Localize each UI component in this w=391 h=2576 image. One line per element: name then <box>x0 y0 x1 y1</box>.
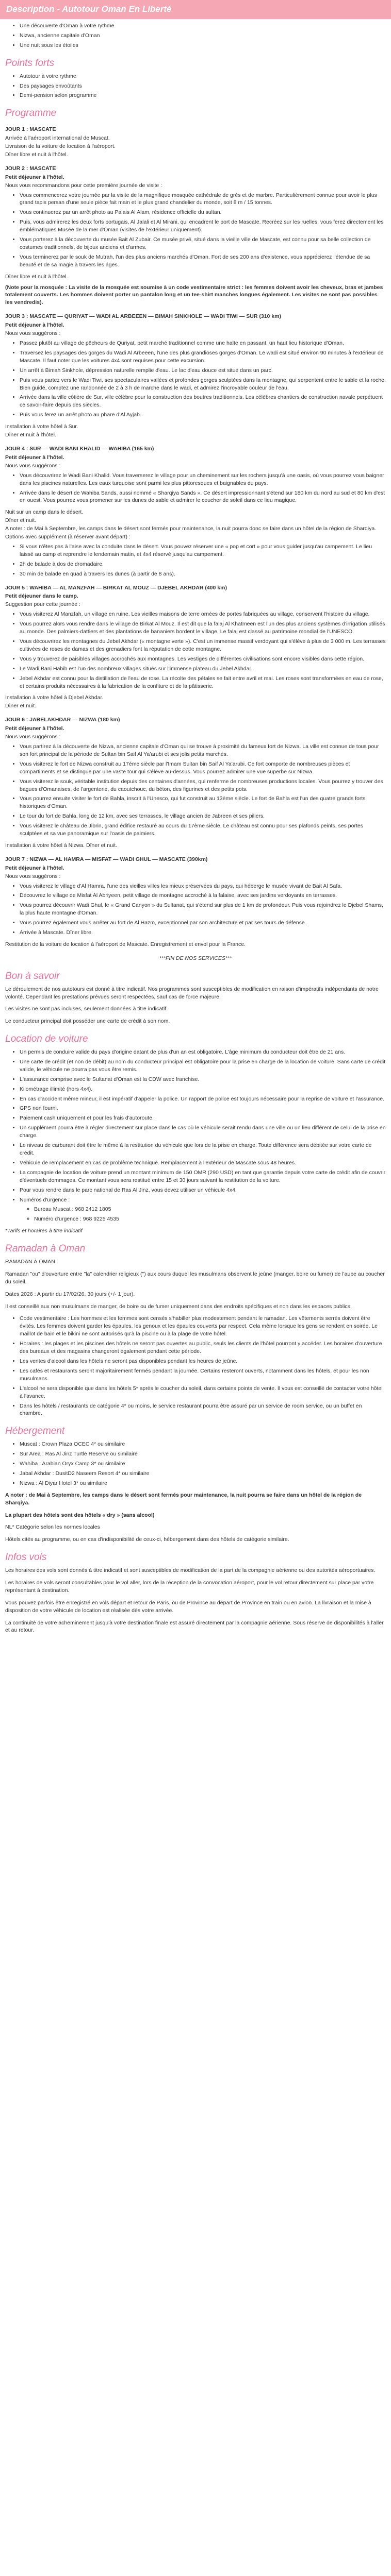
day-activity: • Vous visiterez le souk, véritable institution depuis des centaines d'années, qui renferme de nombreuses productions locales. Vous pourrez y trouver des bagues d'Omanaises, de l'argenterie, du caoutchouc, du béton, des figurines et des petits pots. <box>20 778 386 793</box>
content <box>0 22 391 1634</box>
day-activity: • Vous commencerez votre journée par la visite de la magnifique mosquée cathédrale de grès et de marbre. Particulièrement connue pour avoir le plus grand tapis persan d'une seule pièce fait main et le plus grand chandelier du monde, soit 8 m / 15 tonnes. <box>20 192 386 207</box>
end-of-services: ***FIN DE NOS SERVICES*** <box>159 955 232 961</box>
programme-days <box>5 126 386 948</box>
day-line: Petit déjeuner à l'hôtel. <box>5 322 64 329</box>
programme-day <box>5 584 386 710</box>
day-line: Petit déjeuner à l'hôtel. <box>5 454 64 461</box>
ramadan-item: • Les ventes d'alcool dans les hôtels ne seront pas disponibles pendant les heures de jeûne. <box>20 1358 386 1365</box>
ramadan-item: • Les cafés et restaurants seront majoritairement fermés pendant la journée. Certains resteront ouverts, notamment dans les hôtels, et pour les non musulmans. <box>20 1367 386 1383</box>
day-activity: • Vous continuerez par un arrêt photo au Palais Al Alam, résidence officielle du sultan. <box>20 209 386 216</box>
location-item: • Le niveau de carburant doit être le même à la restitution du véhicule que lors de la prise en charge. Toute différence sera débitée sur votre carte de crédit. <box>20 1142 386 1157</box>
infos-vols-body <box>5 1567 386 1634</box>
day-closing: Dîner et nuit à l'hôtel. <box>5 432 56 438</box>
hebergement-paragraph: NL* Catégorie selon les normes locales <box>5 1524 100 1531</box>
emergency-numbers <box>20 1206 386 1223</box>
day-activity: • 2h de balade à dos de dromadaire. <box>20 561 386 568</box>
location-list <box>5 1048 386 1223</box>
day-activity: • Vous pourrez alors vous rendre dans le village de Birkat Al Mouz. Il est dit que la falaj Al Khatmeen est l'un des plus anciens systèmes d'irrigation utilisés au monde. Des palmiers-dattiers et des plantations de bananiers bordent le village. Le falaj est classé au patrimoine mondial de l'UNESCO. <box>20 620 386 636</box>
day-activity: • Arrivée dans le désert de Wahiba Sands, aussi nommé « Sharqiya Sands ». Ce désert impressionnant s'étend sur 180 km du nord au sud et 80 km d'est en ouest. Vous pourrez vous promener sur les dunes de sable et admirer le coucher de soleil dans ce lieu magique. <box>20 489 386 505</box>
programme-title: Programme <box>5 108 57 119</box>
location-item: • Pour vous rendre dans le parc national de Ras Al Jinz, vous devez utiliser un véhicule 4x4. <box>20 1187 386 1194</box>
day-heading: JOUR 2 : MASCATE <box>5 165 56 172</box>
programme-day <box>5 313 386 439</box>
day-activity: • Vous porterez à la découverte du musée Bait Al Zubair. Ce musée privé, situé dans la vieille ville de Mascate, est connu pour sa belle collection de costumes traditionnels, de bijoux anciens et d'armes. <box>20 236 386 251</box>
points-forts-item: • Autotour à votre rythme <box>20 73 386 80</box>
day-heading: JOUR 7 : NIZWA — AL HAMRA — MISFAT — WADI GHUL — MASCATE (390km) <box>5 856 208 862</box>
day-line: Nous vous recommandons pour cette première journée de visite : <box>5 182 162 189</box>
infos-vols-title: Infos vols <box>5 1552 47 1563</box>
day-activity: • Vous découvrirez le Wadi Bani Khalid. Vous traverserez le village pour un cheminement sur les rochers jusqu'à une oasis, où vous pourrez vous baigner dans les piscines naturelles. Les eaux turquoise sont parmi les plus pittoresques et baignables du pays. <box>20 472 386 487</box>
day-activity: • Découvrez le village de Misfat Al Abriyeen, petit village de montagne accroché à la falaise, avec ses jardins verdoyants en terrasses. <box>20 892 386 900</box>
day-activity: • Puis vous ferez un arrêt photo au phare d'Al Ayjah. <box>20 411 386 419</box>
programme-day <box>5 533 386 578</box>
hotel-item: • Sur Area : Ras Al Jinz Turtle Reserve ou similaire <box>20 1450 386 1458</box>
intro-item: • Une nuit sous les étoiles <box>20 42 386 49</box>
day-activity: • Vous pourrez également vous arrêter au fort de Al Hazm, exceptionnel par son architecture et par ses tours de défense. <box>20 919 386 927</box>
ramadan-item: • Dans les hôtels / restaurants de catégorie 4* ou moins, le service restaurant pourra être assuré par un service de room service, ou un buffet en chambre. <box>20 1402 386 1418</box>
location-item: • GPS non fourni. <box>20 1105 386 1112</box>
ramadan-paragraphs <box>5 1270 386 1311</box>
infos-vols-paragraph: La continuité de votre acheminement jusqu'à votre destination finale est assuré directement par la compagnie aérienne. Sous réserve de disponibilités à l'aller et au retour. <box>5 1619 384 1634</box>
programme-day <box>5 856 386 948</box>
day-activity: • Vous visiterez le village d'Al Hamra, l'une des vieilles villes les mieux préservées du pays, qui héberge le musée vivant de Bait Al Safa. <box>20 883 386 890</box>
day-activity: • Vous terminerez par le souk de Mutrah, l'un des plus anciens marchés d'Oman. Fort de ses 200 ans d'existence, vous apprécierez l'étendue de sa beauté et de sa magie à travers les âges. <box>20 253 386 269</box>
day-activity: • Arrivée à Mascate. Dîner libre. <box>20 929 386 937</box>
day-activity: • Vous pourrez ensuite visiter le fort de Bahla, inscrit à l'Unesco, qui fut construit au 13ème siècle. Le fort de Bahla est l'un des quatre grands forts historiques d'Oman. <box>20 795 386 810</box>
day-activity: • Passez plutôt au village de pêcheurs de Quriyat, petit marché traditionnel comme une halte en passant, un haut lieu historique d'Oman. <box>20 340 386 347</box>
day-line: Petit déjeuner à l'hôtel. <box>5 174 64 180</box>
ramadan-paragraph: Il est conseillé aux non musulmans de manger, de boire ou de fumer uniquement dans des endroits spécifiques et non dans les espaces publics. <box>5 1303 352 1310</box>
day-activity: • Vous partirez à la découverte de Nizwa, ancienne capitale d'Oman qui se trouve à proximité du fameux fort de Nizwa. La ville est connue de tous pour son fort principal de la période de Sultan bin Saif Al Ya'arubi et ses jolis petits marchés. <box>20 743 386 758</box>
day-activity: • Un arrêt à Bimah Sinkhole, dépression naturelle remplie d'eau. Le lac d'eau douce est situé dans un parc. <box>20 367 386 375</box>
programme-day <box>5 165 386 281</box>
location-item: • L'assurance comprise avec le Sultanat d'Oman est la CDW avec franchise. <box>20 1076 386 1083</box>
day-line: Options avec supplément (à réserver avant départ) : <box>5 534 131 540</box>
ramadan-paragraph: Dates 2026 : A partir du 17/02/26, 30 jours (+/- 1 jour). <box>5 1291 135 1297</box>
day-line: Dîner libre et nuit à l'hôtel. <box>5 151 68 158</box>
ramadan-paragraph: Ramadan "ou" d'ouverture entre "la" calendrier religieux (") aux cours duquel les musulmans observent le jeûne (manger, boire ou fumer) de l'aube au coucher du soleil. <box>5 1270 385 1285</box>
page-title-banner: Description - Autotour Oman En Liberté <box>0 0 391 19</box>
location-item: • Un supplément pourra être à régler directement sur place dans le cas où le véhicule serait rendu dans une ville ou un lieu différent de celui de la prise en charge. <box>20 1124 386 1140</box>
hotel-item: • Nizwa : Al Diyar Hotel 3* ou similaire <box>20 1480 386 1487</box>
day-activity: • Puis, vous admirerez les deux forts portugais, Al Jalali et Al Mirani, qui encadrent le port de Mascate. Recréez sur les ruelles, vous ferez directement les emblématiques Musée de la mer d'Oman (visites de l'extérieur uniquement). <box>20 218 386 234</box>
ramadan-item: • L'alcool ne sera disponible que dans les hôtels 5* après le coucher du soleil, dans certains points de vente. Il vous est conseillé de contacter votre hôtel à l'avance. <box>20 1385 386 1400</box>
day-heading: JOUR 3 : MASCATE — QURIYAT — WADI AL ARBEEEN — BIMAH SINKHOLE — WADI TIWI — SUR (310 km) <box>5 313 281 320</box>
programme-day <box>5 716 386 850</box>
location-item: • Véhicule de remplacement en cas de problème technique. Remplacement à l'extérieur de Mascate sous 48 heures. <box>20 1159 386 1167</box>
day-activity: • Si vous n'êtes pas à l'aise avec la conduite dans le désert. Vous pouvez réserver une « pop et cort » pour vous guider jusqu'au campement. Le lieu laissé au camp et reprendre le lendemain matin, et 4x4 réservé jusqu'au campement. <box>20 543 386 558</box>
programme-day <box>5 445 386 524</box>
hotel-item: • Muscat : Crown Plaza OCEC 4* ou similaire <box>20 1440 386 1448</box>
points-forts-title: Points forts <box>5 57 55 69</box>
day-activity: • Jebel Akhdar est connu pour la distillation de l'eau de rose. La récolte des pétales se fait entre avril et mai. Les roses sont transformées en eau de rose, et certains produits nécessaires à la fabrication de la confiture et de la pâtisserie. <box>20 675 386 690</box>
location-item: • La compagnie de location de voiture prend un montant minimum de 150 OMR (290 USD) en tant que garantie depuis votre carte de crédit afin de couvrir d'éventuels dommages. Ce montant vous sera restitué entre 15 et 30 jours suivant la restitution de la voiture. <box>20 1169 386 1184</box>
day-closing: Installation à votre hôtel à Djebel Akhdar. <box>5 694 104 701</box>
intro-item: • Nizwa, ancienne capitale d'Oman <box>20 32 386 40</box>
location-item: • Numéros d'urgence : <box>20 1196 386 1204</box>
hotel-item: • Jabal Akhdar : DusitD2 Naseem Resort 4* ou similaire <box>20 1470 386 1478</box>
location-item: • En cas d'accident même mineur, il est impératif d'appeler la police. Un rapport de police est toujours nécessaire pour la reprise de voiture et l'assurance. <box>20 1095 386 1103</box>
day-line: Nous vous suggérons : <box>5 873 61 879</box>
infos-vols-paragraph: Les horaires de vols seront consultables pour le vol aller, lors de la réception de la convocation aéroport, pour le vol retour directement sur place par votre représentant à destination. <box>5 1579 374 1594</box>
hebergement-paragraph: La plupart des hôtels sont des hôtels « dry » (sans alcool) <box>5 1512 155 1518</box>
points-forts-list <box>5 73 386 100</box>
day-heading: JOUR 5 : WAHIBA — AL MANZFAH — BIRKAT AL MOUZ — DJEBEL AKHDAR (400 km) <box>5 584 227 591</box>
hebergement-paragraphs <box>5 1492 386 1544</box>
intro-list <box>5 22 386 49</box>
ramadan-list <box>5 1315 386 1417</box>
day-closing: Dîner libre et nuit à l'hôtel. <box>5 273 68 280</box>
day-line: Petit déjeuner à l'hôtel. <box>5 725 64 732</box>
day-activities <box>5 543 386 578</box>
day-closing: Nuit sur un camp dans le désert. <box>5 509 84 516</box>
emergency-number: ◦ Bureau Muscat : 968 2412 1805 <box>34 1206 386 1213</box>
day-activity: • Vous visiterez le fort de Nizwa construit au 17ème siècle par l'Imam Sultan bin Saif Al Ya'arubi. Ce fort comporte de nombreuses pièces et compartiments et se distingue par une vaste tour qui s'élève au-dessus. Vous pourrez admirer une vue superbe sur Nizwa. <box>20 760 386 776</box>
programme-day <box>5 284 386 307</box>
day-heading: JOUR 4 : SUR — WADI BANI KHALID — WAHIBA (165 km) <box>5 445 154 452</box>
bon-savoir-title: Bon à savoir <box>5 970 60 981</box>
hebergement-list <box>5 1440 386 1487</box>
hebergement-paragraph: A noter : de Mai à Septembre, les camps dans le désert sont fermés pour maintenance, la nuit pourra se faire dans un hôtel de la région de Sharqiya. <box>5 1492 362 1506</box>
bon-savoir-paragraph: Le déroulement de nos autotours est donné à titre indicatif. Nos programmes sont susceptibles de modification en raison d'impératifs indépendants de notre volonté. Cependant les prestations prévues seront respectées, sauf cas de force majeure. <box>5 986 379 1000</box>
points-forts-item: • Des paysages envoûtants <box>20 82 386 90</box>
day-line: (Note pour la mosquée : La visite de la mosquée est soumise à un code vestimentaire strict : les femmes doivent avoir les cheveux, bras et jambes totalement couverts. Les hommes doivent porter un pantalon long et un tee-shirt manches longues également. Les visites ne sont pas possibles les vendredis). <box>5 284 383 306</box>
day-activity: • Vous visiterez Al Manzfah, un village en ruine. Les vieilles maisons de terre ornées de portes fabriquées au village, conservent l'histoire du village. <box>20 611 386 618</box>
day-activities <box>5 192 386 269</box>
programme-day <box>5 126 386 159</box>
day-activities <box>5 883 386 937</box>
infos-vols-paragraph: Vous pouvez parfois être enregistré en vols départ et retour de Paris, ou de Province au départ de Province en train ou en avion. La livraison et la mise à disposition de votre véhicule de location est réalisée dès votre arrivée. <box>5 1599 371 1614</box>
day-line: Nous vous suggérons : <box>5 734 61 740</box>
day-activity: • Vous visiterez le château de Jibrin, grand édifice restauré au cours du 17ème siècle. Le château est connu pour ses plafonds peints, ses portes sculptées et sa vue panoramique sur l'oasis de palmiers. <box>20 822 386 838</box>
day-closing: Dîner et nuit. <box>5 703 37 709</box>
day-line: Arrivée à l'aéroport international de Muscat. <box>5 135 110 142</box>
day-activities <box>5 472 386 505</box>
day-activity: • Puis vous partez vers le Wadi Tiwi, ses spectaculaires vallées et profondes gorges sculptées dans la montagne, qui serpentent entre le sable et la roche. Bien guidé, comptez une randonnée de 2 à 3 h de marche dans le wadi, et admirez l'incroyable couleur de l'eau. <box>20 377 386 392</box>
ramadan-subtitle: RAMADAN À OMAN <box>5 1258 55 1265</box>
infos-vols-paragraph: Les horaires des vols sont donnés à titre indicatif et sont susceptibles de modification de la part de la compagnie aérienne ou des autorités aéroportuaires. <box>5 1567 376 1574</box>
hebergement-paragraph: Hôtels cités au programme, ou en cas d'indisponibilité de ceux-ci, hébergement dans des hôtels de catégorie similaire. <box>5 1536 289 1543</box>
day-activity: • Le tour du fort de Bahla, long de 12 km, avec ses terrasses, le village ancien de Jabreen et ses piliers. <box>20 812 386 820</box>
hotel-item: • Wahiba : Arabian Oryx Camp 3* ou similaire <box>20 1460 386 1468</box>
location-item: • Paiement cash uniquement et pour les frais d'autoroute. <box>20 1114 386 1122</box>
day-line: Livraison de la voiture de location à l'aéroport. <box>5 143 116 149</box>
bon-savoir-body <box>5 986 386 1026</box>
day-heading: JOUR 1 : MASCATE <box>5 126 56 133</box>
day-heading: JOUR 6 : JABELAKHDAR — NIZWA (180 km) <box>5 717 120 723</box>
day-line: Petit déjeuner à l'hôtel. <box>5 865 64 871</box>
intro-item: • Une découverte d'Oman à votre rythme <box>20 22 386 30</box>
day-activities <box>5 743 386 838</box>
day-closing: Installation à votre hôtel à Sur. <box>5 423 78 430</box>
day-activity: • Traversez les paysages des gorges du Wadi Al Arbeeen, l'une des plus grandioses gorges d'Oman. Le wadi est situé environ 90 minutes à l'extérieur de Mascate. Il faut noter que les voitures 4x4 sont requises pour cette excursion. <box>20 349 386 365</box>
day-closing: Restitution de la voiture de location à l'aéroport de Mascate. Enregistrement et envol pour la France. <box>5 941 246 947</box>
programme-day <box>5 525 386 533</box>
day-activity: • Le Wadi Bani Habib est l'un des nombreux villages situés sur l'immense plateau du Jebel Akhdar. <box>20 665 386 673</box>
day-activities <box>5 340 386 419</box>
bon-savoir-paragraph: Le conducteur principal doit posséder une carte de crédit à son nom. <box>5 1018 170 1025</box>
day-line: A noter : de Mai à Septembre, les camps dans le désert sont fermés pour maintenance, la nuit pourra donc se faire dans un hôtel de la région de Sharqiya. <box>5 526 377 532</box>
day-activity: • 30 min de balade en quad à travers les dunes (à partir de 8 ans). <box>20 570 386 578</box>
bon-savoir-paragraph: Les visites ne sont pas incluses, seulement données à titre indicatif. <box>5 1006 168 1012</box>
location-note: *Tarifs et horaires à titre indicatif <box>5 1228 83 1234</box>
emergency-number: ◦ Numéro d'urgence : 968 9225 4535 <box>34 1215 386 1223</box>
day-activity: • Vous pourrez découvrir Wadi Ghul, le « Grand Canyon » du Sultanat, qui s'étend sur plus de 1 km de profondeur. Puis vous rejoindrez le Djebel Shams, la plus haute montagne d'Oman. <box>20 902 386 917</box>
ramadan-item: • Code vestimentaire : Les hommes et les femmes sont censés s'habiller plus modestement pendant le ramadan. Les vêtements serrés doivent être évités. Les femmes doivent garder les épaules, les genoux et les épaules couverts par respect. Cela même lorsque les gens se rendent en soirée. Le maillot de bain et le bikini ne sont autorisés qu'à la piscine ou à la plage de votre hôtel. <box>20 1315 386 1338</box>
ramadan-item: • Horaires : les plages et les piscines des hôtels ne seront pas ouvertes au public, seuls les clients de l'hôtel pourront y accéder. Les horaires d'ouverture des bureaux et des magasins changeront également pendant cette période. <box>20 1340 386 1355</box>
day-activity: • Vous y trouverez de paisibles villages accrochés aux montagnes. Les vestiges de différentes civilisations sont encore visibles dans cette région. <box>20 655 386 663</box>
day-line: Nous vous suggérons : <box>5 462 61 469</box>
location-item: • Une carte de crédit (et non de débit) au nom du conducteur principal est obligatoire pour la prise en charge de la location de voiture. Sans carte de crédit valide, le véhicule ne pourra pas vous être remis. <box>20 1058 386 1074</box>
hebergement-title: Hébergement <box>5 1426 65 1437</box>
day-closing: Installation à votre hôtel à Nizwa. Dîner et nuit. <box>5 842 118 849</box>
day-line: Nous vous suggérons : <box>5 330 61 337</box>
day-closing: Dîner et nuit. <box>5 517 37 524</box>
points-forts-item: • Demi-pension selon programme <box>20 92 386 99</box>
day-line: Suggestion pour cette journée : <box>5 601 80 608</box>
day-activity: • Vous découvrirez les montagnes du Jebel Akhdar (« montagne verte »). C'est un immense massif verdoyant qui s'élève à plus de 3 000 m. Les terrasses cultivées de roses de damas et des grenadiers font la réputation de cette montagne. <box>20 638 386 653</box>
location-title: Location de voiture <box>5 1033 88 1045</box>
ramadan-title: Ramadan à Oman <box>5 1243 86 1255</box>
day-line: Petit déjeuner dans le camp. <box>5 593 78 600</box>
day-activity: • Arrivée dans la ville côtière de Sur, ville célèbre pour la construction des boutres traditionnels. Les célèbres chantiers de construction navale perpétuent ce savoir-faire depuis des siècles. <box>20 394 386 409</box>
location-item: • Kilométrage illimité (hors 4x4). <box>20 1086 386 1093</box>
day-activities <box>5 611 386 690</box>
location-item: • Un permis de conduire valide du pays d'origine datant de plus d'un an est obligatoire. L'âge minimum du conducteur doit être de 21 ans. <box>20 1048 386 1056</box>
